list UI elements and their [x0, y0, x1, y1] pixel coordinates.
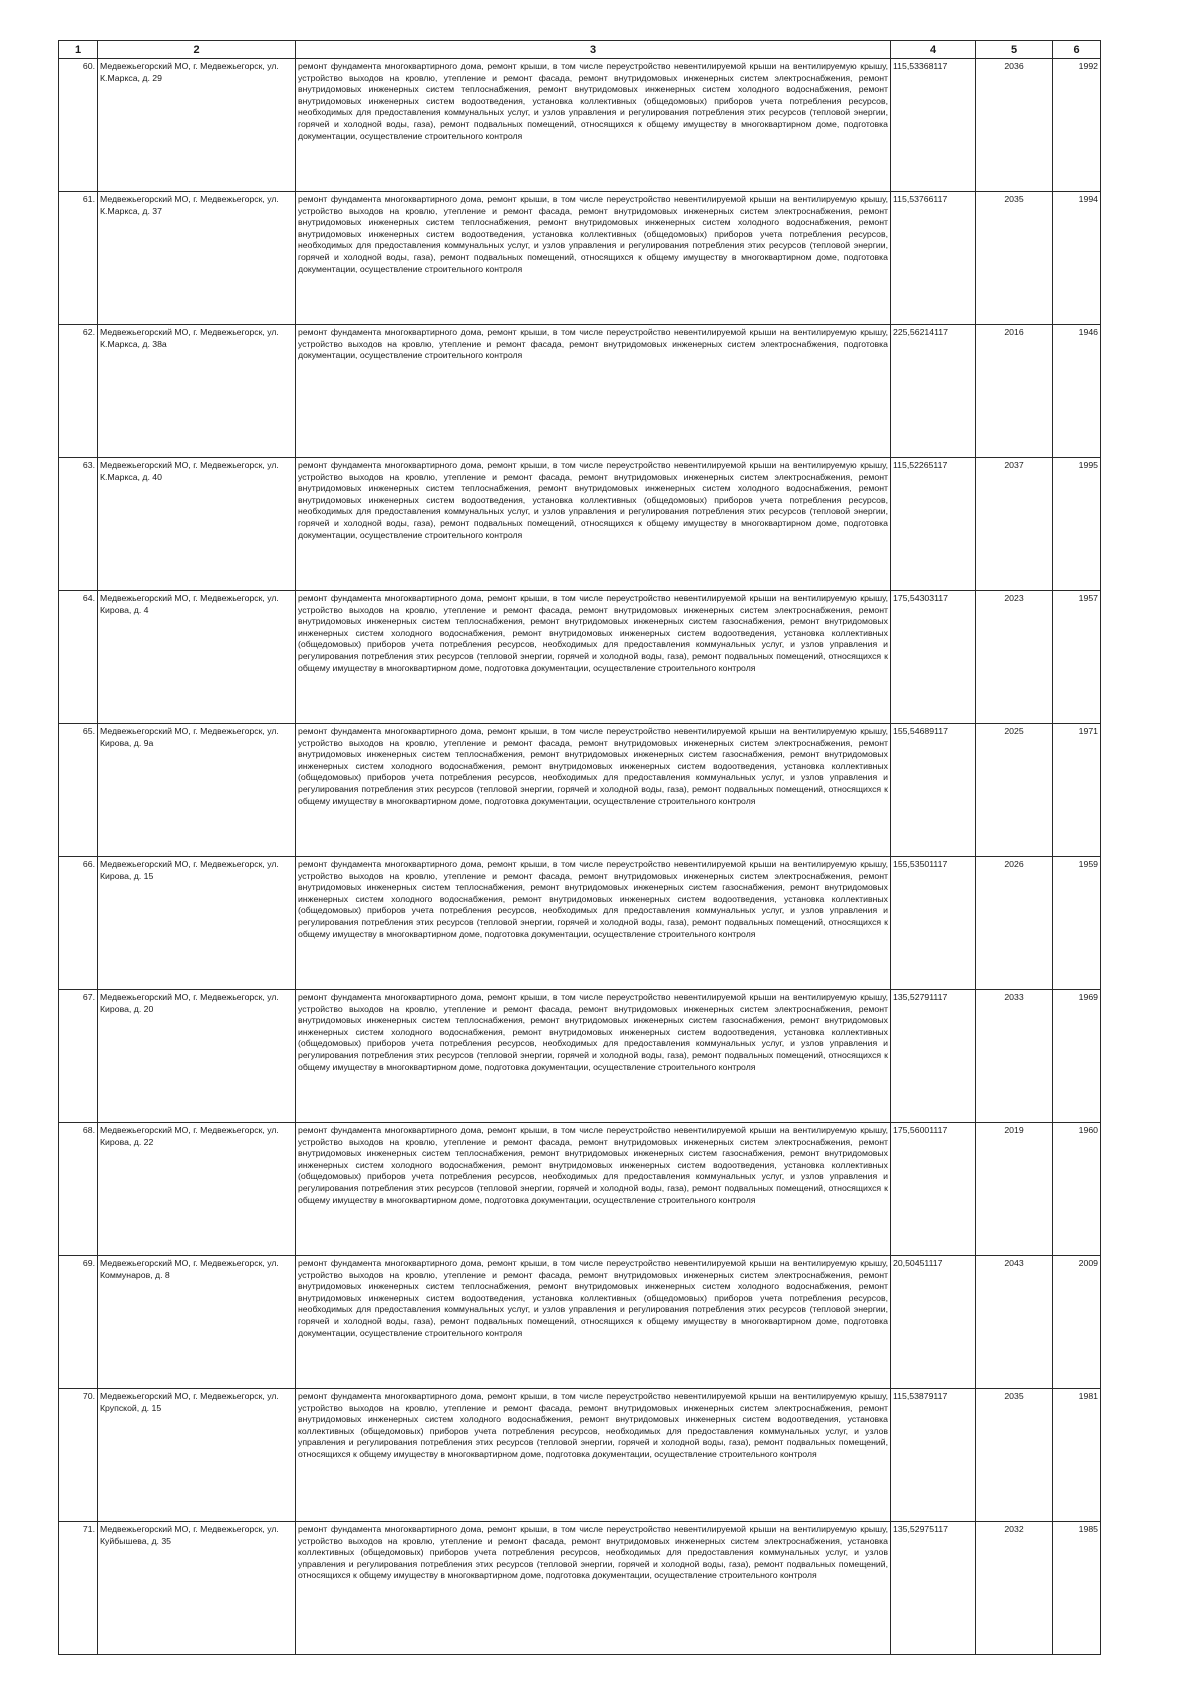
- build-year-cell: 1969: [1053, 990, 1101, 1123]
- address-cell: Медвежьегорский МО, г. Медвежьегорск, ул. К.Маркса, д. 38а: [98, 325, 296, 458]
- column-header-5: 5: [976, 41, 1053, 59]
- row-number-cell: 61.: [59, 192, 98, 325]
- build-year-cell: 1985: [1053, 1522, 1101, 1655]
- build-year-cell: 1994: [1053, 192, 1101, 325]
- works-description-cell: ремонт фундамента многоквартирного дома, ремонт крыши, в том числе переустройство невентилируемой крыши на вентилируемую крышу, устройство выходов на кровлю, утепление и ремонт фасада, ремонт внутридомовых инженерных систем электроснабжения, ремонт внутридомовых инженерных систем теплоснабжения, ремонт внутридомовых инженерных систем холодного водоснабжения, ремонт внутридомовых инженерных систем водоотведения, установка коллективных (общедомовых) приборов учета потребления ресурсов, необходимых для предоставления коммунальных услуг, и узлов управления и регулирования потребления этих ресурсов (тепловой энергии, горячей и холодной воды, газа), ремонт подвальных помещений, относящихся к общему имуществу в многоквартирном доме, подготовка документации, осуществление строительного контроля: [296, 192, 891, 325]
- planned-year-cell: 2035: [976, 192, 1053, 325]
- table-row: [59, 857, 1101, 990]
- works-description-cell: ремонт фундамента многоквартирного дома, ремонт крыши, в том числе переустройство невентилируемой крыши на вентилируемую крышу, устройство выходов на кровлю, утепление и ремонт фасада, ремонт внутридомовых инженерных систем электроснабжения, ремонт внутридомовых инженерных систем теплоснабжения, ремонт внутридомовых инженерных систем газоснабжения, ремонт внутридомовых инженерных систем холодного водоснабжения, ремонт внутридомовых инженерных систем водоотведения, установка коллективных (общедомовых) приборов учета потребления ресурсов, необходимых для предоставления коммунальных услуг, и узлов управления и регулирования потребления этих ресурсов (тепловой энергии, горячей и холодной воды, газа), ремонт подвальных помещений, относящихся к общему имуществу в многоквартирном доме, подготовка документации, осуществление строительного контроля: [296, 990, 891, 1123]
- planned-year-cell: 2026: [976, 857, 1053, 990]
- header-row: [59, 41, 1101, 59]
- repair-schedule-table: [58, 40, 1101, 1655]
- table-row: [59, 192, 1101, 325]
- address-cell: Медвежьегорский МО, г. Медвежьегорск, ул. Кирова, д. 20: [98, 990, 296, 1123]
- cost-cell: 155,53501117: [891, 857, 976, 990]
- build-year-cell: 1960: [1053, 1123, 1101, 1256]
- cost-cell: 225,56214117: [891, 325, 976, 458]
- cost-cell: 135,52791117: [891, 990, 976, 1123]
- build-year-cell: 1995: [1053, 458, 1101, 591]
- address-cell: Медвежьегорский МО, г. Медвежьегорск, ул. К.Маркса, д. 29: [98, 59, 296, 192]
- table-row: [59, 59, 1101, 192]
- build-year-cell: 1981: [1053, 1389, 1101, 1522]
- column-header-2: 2: [98, 41, 296, 59]
- row-number-cell: 64.: [59, 591, 98, 724]
- row-number-cell: 62.: [59, 325, 98, 458]
- document-page: [58, 40, 1101, 1655]
- works-description-cell: ремонт фундамента многоквартирного дома, ремонт крыши, в том числе переустройство невентилируемой крыши на вентилируемую крышу, устройство выходов на кровлю, утепление и ремонт фасада, ремонт внутридомовых инженерных систем электроснабжения, ремонт внутридомовых инженерных систем теплоснабжения, ремонт внутридомовых инженерных систем холодного водоснабжения, ремонт внутридомовых инженерных систем водоотведения, установка коллективных (общедомовых) приборов учета потребления ресурсов, необходимых для предоставления коммунальных услуг, и узлов управления и регулирования потребления этих ресурсов (тепловой энергии, горячей и холодной воды, газа), ремонт подвальных помещений, относящихся к общему имуществу в многоквартирном доме, подготовка документации, осуществление строительного контроля: [296, 458, 891, 591]
- works-description-cell: ремонт фундамента многоквартирного дома, ремонт крыши, в том числе переустройство невентилируемой крыши на вентилируемую крышу, устройство выходов на кровлю, утепление и ремонт фасада, ремонт внутридомовых инженерных систем электроснабжения, подготовка документации, осуществление строительного контроля: [296, 325, 891, 458]
- table-row: [59, 458, 1101, 591]
- cost-cell: 155,54689117: [891, 724, 976, 857]
- works-description-cell: ремонт фундамента многоквартирного дома, ремонт крыши, в том числе переустройство невентилируемой крыши на вентилируемую крышу, устройство выходов на кровлю, утепление и ремонт фасада, ремонт внутридомовых инженерных систем электроснабжения, ремонт внутридомовых инженерных систем теплоснабжения, ремонт внутридомовых инженерных систем газоснабжения, ремонт внутридомовых инженерных систем холодного водоснабжения, ремонт внутридомовых инженерных систем водоотведения, установка коллективных (общедомовых) приборов учета потребления ресурсов, необходимых для предоставления коммунальных услуг, и узлов управления и регулирования потребления этих ресурсов (тепловой энергии, горячей и холодной воды, газа), ремонт подвальных помещений, относящихся к общему имуществу в многоквартирном доме, подготовка документации, осуществление строительного контроля: [296, 1123, 891, 1256]
- planned-year-cell: 2033: [976, 990, 1053, 1123]
- row-number-cell: 68.: [59, 1123, 98, 1256]
- row-number-cell: 65.: [59, 724, 98, 857]
- column-header-3: 3: [296, 41, 891, 59]
- cost-cell: 175,56001117: [891, 1123, 976, 1256]
- planned-year-cell: 2037: [976, 458, 1053, 591]
- build-year-cell: 1959: [1053, 857, 1101, 990]
- column-header-1: 1: [59, 41, 98, 59]
- address-cell: Медвежьегорский МО, г. Медвежьегорск, ул. Куйбышева, д. 35: [98, 1522, 296, 1655]
- planned-year-cell: 2016: [976, 325, 1053, 458]
- works-description-cell: ремонт фундамента многоквартирного дома, ремонт крыши, в том числе переустройство невентилируемой крыши на вентилируемую крышу, устройство выходов на кровлю, утепление и ремонт фасада, ремонт внутридомовых инженерных систем электроснабжения, установка коллективных (общедомовых) приборов учета потребления ресурсов, необходимых для предоставления коммунальных услуг, и узлов управления и регулирования потребления этих ресурсов (тепловой энергии, горячей и холодной воды, газа), ремонт подвальных помещений, относящихся к общему имуществу в многоквартирном доме, подготовка документации, осуществление строительного контроля: [296, 1522, 891, 1655]
- address-cell: Медвежьегорский МО, г. Медвежьегорск, ул. Кирова, д. 4: [98, 591, 296, 724]
- row-number-cell: 69.: [59, 1256, 98, 1389]
- works-description-cell: ремонт фундамента многоквартирного дома, ремонт крыши, в том числе переустройство невентилируемой крыши на вентилируемую крышу, устройство выходов на кровлю, утепление и ремонт фасада, ремонт внутридомовых инженерных систем электроснабжения, ремонт внутридомовых инженерных систем теплоснабжения, ремонт внутридомовых инженерных систем холодного водоснабжения, ремонт внутридомовых инженерных систем водоотведения, установка коллективных (общедомовых) приборов учета потребления ресурсов, необходимых для предоставления коммунальных услуг, и узлов управления и регулирования потребления этих ресурсов (тепловой энергии, горячей и холодной воды, газа), ремонт подвальных помещений, относящихся к общему имуществу в многоквартирном доме, подготовка документации, осуществление строительного контроля: [296, 1256, 891, 1389]
- column-header-4: 4: [891, 41, 976, 59]
- address-cell: Медвежьегорский МО, г. Медвежьегорск, ул. К.Маркса, д. 40: [98, 458, 296, 591]
- cost-cell: 115,53368117: [891, 59, 976, 192]
- table-row: [59, 591, 1101, 724]
- table-row: [59, 1256, 1101, 1389]
- row-number-cell: 63.: [59, 458, 98, 591]
- table-row: [59, 990, 1101, 1123]
- works-description-cell: ремонт фундамента многоквартирного дома, ремонт крыши, в том числе переустройство невентилируемой крыши на вентилируемую крышу, устройство выходов на кровлю, утепление и ремонт фасада, ремонт внутридомовых инженерных систем электроснабжения, ремонт внутридомовых инженерных систем холодного водоснабжения, ремонт внутридомовых инженерных систем водоотведения, установка коллективных (общедомовых) приборов учета потребления ресурсов, необходимых для предоставления коммунальных услуг, и узлов управления и регулирования потребления этих ресурсов (тепловой энергии, горячей и холодной воды, газа), ремонт подвальных помещений, относящихся к общему имуществу в многоквартирном доме, подготовка документации, осуществление строительного контроля: [296, 1389, 891, 1522]
- build-year-cell: 1971: [1053, 724, 1101, 857]
- address-cell: Медвежьегорский МО, г. Медвежьегорск, ул. Кирова, д. 9а: [98, 724, 296, 857]
- build-year-cell: 1992: [1053, 59, 1101, 192]
- planned-year-cell: 2019: [976, 1123, 1053, 1256]
- address-cell: Медвежьегорский МО, г. Медвежьегорск, ул. Кирова, д. 15: [98, 857, 296, 990]
- works-description-cell: ремонт фундамента многоквартирного дома, ремонт крыши, в том числе переустройство невентилируемой крыши на вентилируемую крышу, устройство выходов на кровлю, утепление и ремонт фасада, ремонт внутридомовых инженерных систем электроснабжения, ремонт внутридомовых инженерных систем теплоснабжения, ремонт внутридомовых инженерных систем холодного водоснабжения, ремонт внутридомовых инженерных систем водоотведения, установка коллективных (общедомовых) приборов учета потребления ресурсов, необходимых для предоставления коммунальных услуг, и узлов управления и регулирования потребления этих ресурсов (тепловой энергии, горячей и холодной воды, газа), ремонт подвальных помещений, относящихся к общему имуществу в многоквартирном доме, подготовка документации, осуществление строительного контроля: [296, 59, 891, 192]
- table-row: [59, 1522, 1101, 1655]
- address-cell: Медвежьегорский МО, г. Медвежьегорск, ул. Кирова, д. 22: [98, 1123, 296, 1256]
- works-description-cell: ремонт фундамента многоквартирного дома, ремонт крыши, в том числе переустройство невентилируемой крыши на вентилируемую крышу, устройство выходов на кровлю, утепление и ремонт фасада, ремонт внутридомовых инженерных систем электроснабжения, ремонт внутридомовых инженерных систем теплоснабжения, ремонт внутридомовых инженерных систем газоснабжения, ремонт внутридомовых инженерных систем холодного водоснабжения, ремонт внутридомовых инженерных систем водоотведения, установка коллективных (общедомовых) приборов учета потребления ресурсов, необходимых для предоставления коммунальных услуг, и узлов управления и регулирования потребления этих ресурсов (тепловой энергии, горячей и холодной воды, газа), ремонт подвальных помещений, относящихся к общему имуществу в многоквартирном доме, подготовка документации, осуществление строительного контроля: [296, 857, 891, 990]
- row-number-cell: 70.: [59, 1389, 98, 1522]
- cost-cell: 115,53879117: [891, 1389, 976, 1522]
- table-row: [59, 325, 1101, 458]
- row-number-cell: 60.: [59, 59, 98, 192]
- planned-year-cell: 2036: [976, 59, 1053, 192]
- address-cell: Медвежьегорский МО, г. Медвежьегорск, ул. К.Маркса, д. 37: [98, 192, 296, 325]
- build-year-cell: 2009: [1053, 1256, 1101, 1389]
- planned-year-cell: 2032: [976, 1522, 1053, 1655]
- planned-year-cell: 2035: [976, 1389, 1053, 1522]
- table-row: [59, 1389, 1101, 1522]
- address-cell: Медвежьегорский МО, г. Медвежьегорск, ул. Крупской, д. 15: [98, 1389, 296, 1522]
- table-row: [59, 724, 1101, 857]
- table-row: [59, 1123, 1101, 1256]
- column-header-6: 6: [1053, 41, 1101, 59]
- build-year-cell: 1957: [1053, 591, 1101, 724]
- cost-cell: 20,50451117: [891, 1256, 976, 1389]
- row-number-cell: 67.: [59, 990, 98, 1123]
- row-number-cell: 66.: [59, 857, 98, 990]
- row-number-cell: 71.: [59, 1522, 98, 1655]
- works-description-cell: ремонт фундамента многоквартирного дома, ремонт крыши, в том числе переустройство невентилируемой крыши на вентилируемую крышу, устройство выходов на кровлю, утепление и ремонт фасада, ремонт внутридомовых инженерных систем электроснабжения, ремонт внутридомовых инженерных систем теплоснабжения, ремонт внутридомовых инженерных систем газоснабжения, ремонт внутридомовых инженерных систем холодного водоснабжения, ремонт внутридомовых инженерных систем водоотведения, установка коллективных (общедомовых) приборов учета потребления ресурсов, необходимых для предоставления коммунальных услуг, и узлов управления и регулирования потребления этих ресурсов (тепловой энергии, горячей и холодной воды, газа), ремонт подвальных помещений, относящихся к общему имуществу в многоквартирном доме, подготовка документации, осуществление строительного контроля: [296, 591, 891, 724]
- planned-year-cell: 2025: [976, 724, 1053, 857]
- table-body: [59, 59, 1101, 1655]
- cost-cell: 175,54303117: [891, 591, 976, 724]
- planned-year-cell: 2023: [976, 591, 1053, 724]
- build-year-cell: 1946: [1053, 325, 1101, 458]
- works-description-cell: ремонт фундамента многоквартирного дома, ремонт крыши, в том числе переустройство невентилируемой крыши на вентилируемую крышу, устройство выходов на кровлю, утепление и ремонт фасада, ремонт внутридомовых инженерных систем электроснабжения, ремонт внутридомовых инженерных систем теплоснабжения, ремонт внутридомовых инженерных систем газоснабжения, ремонт внутридомовых инженерных систем холодного водоснабжения, ремонт внутридомовых инженерных систем водоотведения, установка коллективных (общедомовых) приборов учета потребления ресурсов, необходимых для предоставления коммунальных услуг, и узлов управления и регулирования потребления этих ресурсов (тепловой энергии, горячей и холодной воды, газа), ремонт подвальных помещений, относящихся к общему имуществу в многоквартирном доме, подготовка документации, осуществление строительного контроля: [296, 724, 891, 857]
- cost-cell: 135,52975117: [891, 1522, 976, 1655]
- planned-year-cell: 2043: [976, 1256, 1053, 1389]
- cost-cell: 115,53766117: [891, 192, 976, 325]
- address-cell: Медвежьегорский МО, г. Медвежьегорск, ул. Коммунаров, д. 8: [98, 1256, 296, 1389]
- cost-cell: 115,52265117: [891, 458, 976, 591]
